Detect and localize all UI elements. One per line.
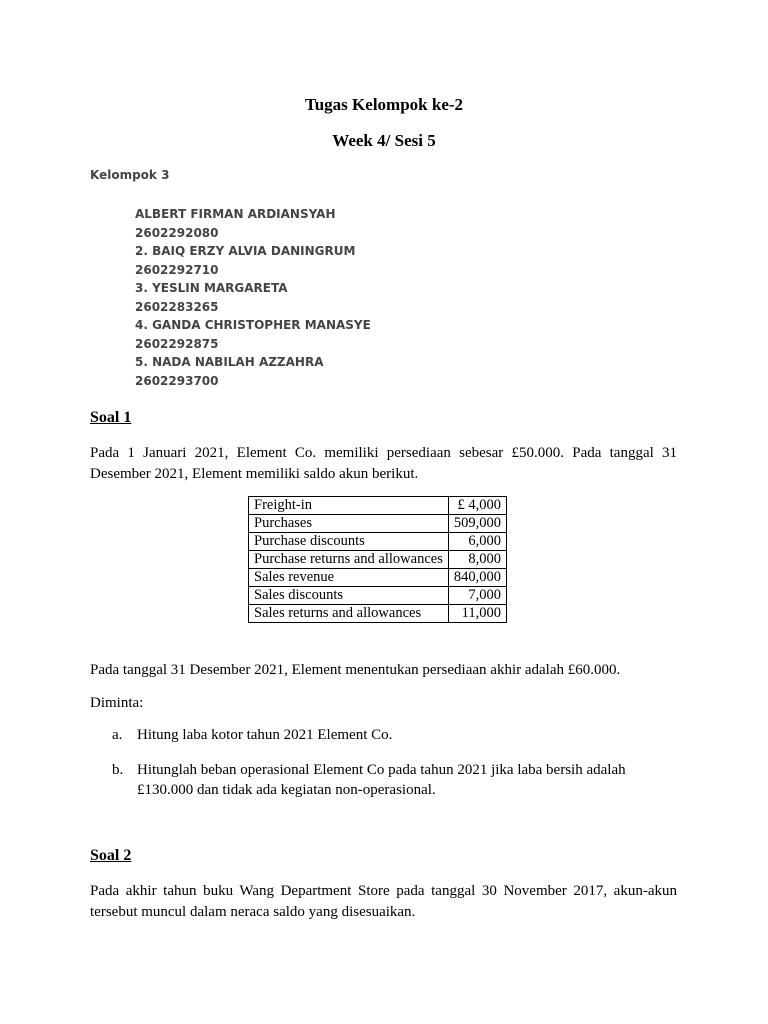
table-row xyxy=(249,551,507,569)
soal-1-asked-label: Diminta: xyxy=(90,695,144,711)
account-value: 509,000 xyxy=(448,515,506,533)
account-name: Purchase discounts xyxy=(249,533,449,551)
task-text: Hitung laba kotor tahun 2021 Element Co. xyxy=(137,727,393,743)
table-row xyxy=(249,497,507,515)
account-name: Purchase returns and allowances xyxy=(249,551,449,569)
member-line: 2602283265 xyxy=(135,299,219,314)
account-value: £ 4,000 xyxy=(448,497,506,515)
member-list xyxy=(135,205,371,390)
account-name: Sales revenue xyxy=(249,569,449,587)
soal-1-closing: Pada tanggal 31 Desember 2021, Element menentukan persediaan akhir adalah £60.000. xyxy=(90,662,621,678)
member-line: 2. BAIQ ERZY ALVIA DANINGRUM xyxy=(135,244,356,258)
list-item xyxy=(112,725,682,745)
task-text: Hitunglah beban operasional Element Co pada tahun 2021 jika laba bersih adalah £130.000 dan tidak ada kegiatan non-operasional. xyxy=(137,762,626,798)
account-name: Sales returns and allowances xyxy=(249,605,449,623)
list-marker: b. xyxy=(112,762,124,778)
soal-1-intro: Pada 1 Januari 2021, Element Co. memiliki persediaan sebesar £50.000. Pada tanggal 31 Desember 2021, Element memiliki saldo akun berikut. xyxy=(90,445,677,482)
soal-1-heading: Soal 1 xyxy=(90,409,132,426)
account-name: Freight-in xyxy=(249,497,449,515)
soal-2-heading: Soal 2 xyxy=(90,847,132,864)
member-line: 2602292875 xyxy=(135,336,219,351)
account-name: Sales discounts xyxy=(249,587,449,605)
task-list xyxy=(112,725,682,815)
member-line: ALBERT FIRMAN ARDIANSYAH xyxy=(135,207,336,221)
list-marker: a. xyxy=(112,727,123,743)
table-row xyxy=(249,587,507,605)
table-row xyxy=(249,533,507,551)
table-row xyxy=(249,515,507,533)
group-label: Kelompok 3 xyxy=(90,168,170,182)
document-subtitle: Week 4/ Sesi 5 xyxy=(332,131,436,150)
account-value: 8,000 xyxy=(448,551,506,569)
account-value: 6,000 xyxy=(448,533,506,551)
list-item xyxy=(112,760,682,800)
account-value: 7,000 xyxy=(448,587,506,605)
member-line: 5. NADA NABILAH AZZAHRA xyxy=(135,355,324,369)
table-row xyxy=(249,605,507,623)
member-line: 2602293700 xyxy=(135,373,219,388)
soal-2-intro: Pada akhir tahun buku Wang Department Store pada tanggal 30 November 2017, akun-akun tersebut muncul dalam neraca saldo yang disesuaikan. xyxy=(90,883,677,920)
document-title: Tugas Kelompok ke-2 xyxy=(304,95,464,114)
account-value: 11,000 xyxy=(448,605,506,623)
account-value: 840,000 xyxy=(448,569,506,587)
account-balance-table xyxy=(248,496,507,623)
member-line: 4. GANDA CHRISTOPHER MANASYE xyxy=(135,318,371,332)
member-line: 3. YESLIN MARGARETA xyxy=(135,281,288,295)
account-name: Purchases xyxy=(249,515,449,533)
member-line: 2602292080 xyxy=(135,225,219,240)
table-row xyxy=(249,569,507,587)
member-line: 2602292710 xyxy=(135,262,219,277)
